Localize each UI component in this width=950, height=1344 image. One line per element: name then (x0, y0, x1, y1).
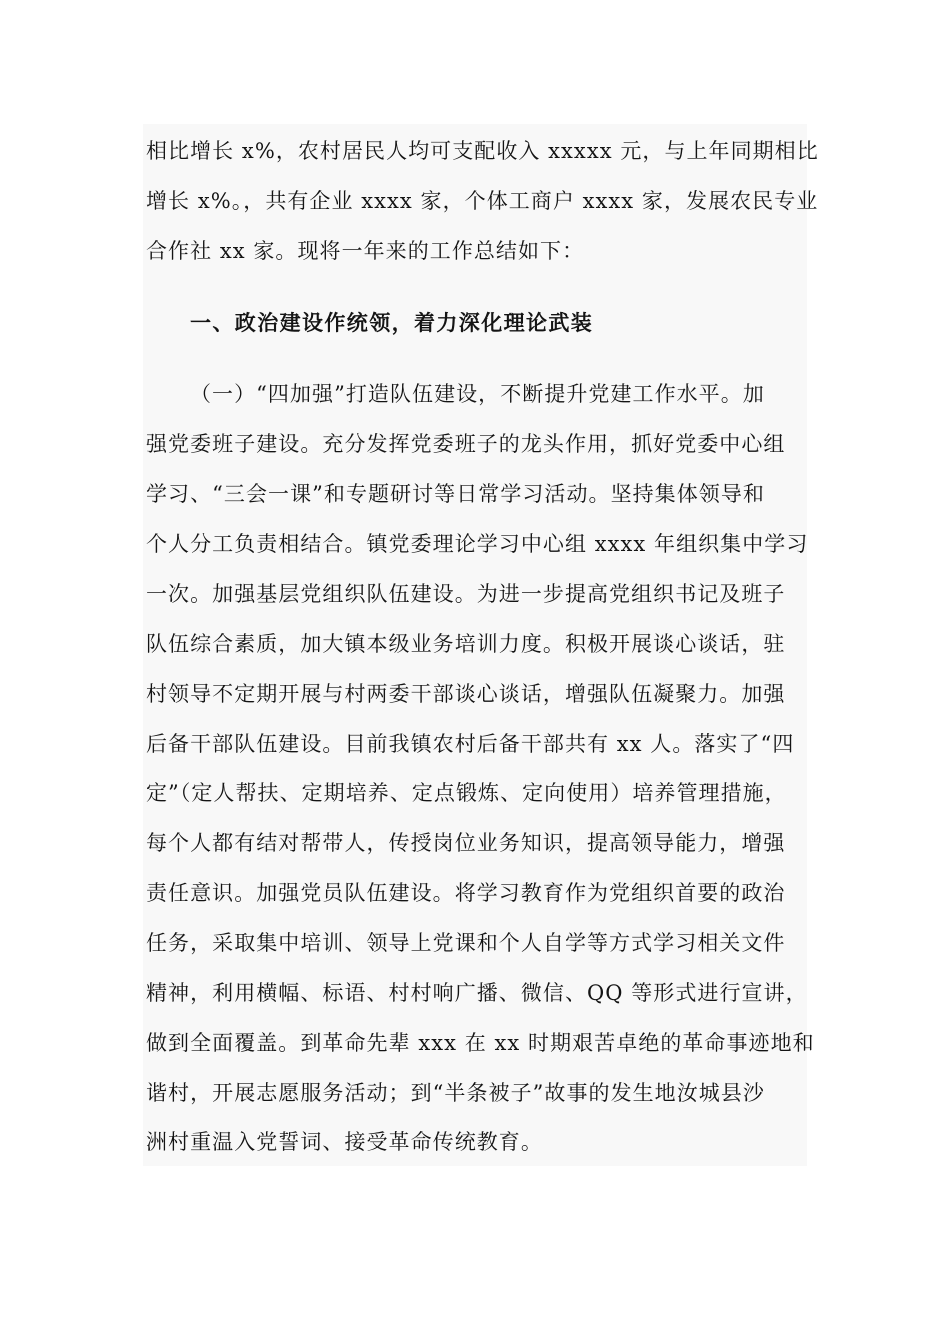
body-line: 定”（定人帮扶、定期培养、定点锻炼、定向使用）培养管理措施， (146, 781, 787, 805)
body-line: 村领导不定期开展与村两委干部谈心谈话，增强队伍凝聚力。加强 (146, 682, 786, 706)
body-line: （一）“四加强”打造队伍建设，不断提升党建工作水平。加 (190, 382, 765, 406)
body-line: 洲村重温入党誓词、接受革命传统教育。 (146, 1130, 543, 1154)
intro-line: 合作社 xx 家。现将一年来的工作总结如下： (146, 239, 585, 263)
body-line: 一次。加强基层党组织队伍建设。为进一步提高党组织书记及班子 (146, 582, 786, 606)
body-line: 谐村，开展志愿服务活动；到“半条被子”故事的发生地汝城县沙 (146, 1081, 765, 1105)
body-line: 精神，利用横幅、标语、村村响广播、微信、QQ 等形式进行宣讲， (146, 981, 808, 1005)
body-line: 责任意识。加强党员队伍建设。将学习教育作为党组织首要的政治 (146, 881, 786, 905)
body-line: 学习、“三会一课”和专题研讨等日常学习活动。坚持集体领导和 (146, 482, 765, 506)
intro-line: 相比增长 x%，农村居民人均可支配收入 xxxxx 元，与上年同期相比 (146, 139, 819, 163)
section-heading: 一、政治建设作统领，着力深化理论武装 (190, 310, 594, 335)
intro-line: 增长 x%。，共有企业 xxxx 家，个体工商户 xxxx 家，发展农民专业 (146, 189, 819, 213)
body-line: 每个人都有结对帮带人，传授岗位业务知识，提高领导能力，增强 (146, 831, 786, 855)
body-line: 强党委班子建设。充分发挥党委班子的龙头作用，抓好党委中心组 (146, 432, 786, 456)
body-line: 做到全面覆盖。到革命先辈 xxx 在 xx 时期艰苦卓绝的革命事迹地和 (146, 1031, 815, 1055)
body-line: 队伍综合素质，加大镇本级业务培训力度。积极开展谈心谈话，驻 (146, 632, 786, 656)
body-line: 个人分工负责相结合。镇党委理论学习中心组 xxxx 年组织集中学习 (146, 532, 809, 556)
body-line: 任务，采取集中培训、领导上党课和个人自学等方式学习相关文件 (146, 931, 786, 955)
body-line: 后备干部队伍建设。目前我镇农村后备干部共有 xx 人。落实了“四 (146, 732, 795, 756)
